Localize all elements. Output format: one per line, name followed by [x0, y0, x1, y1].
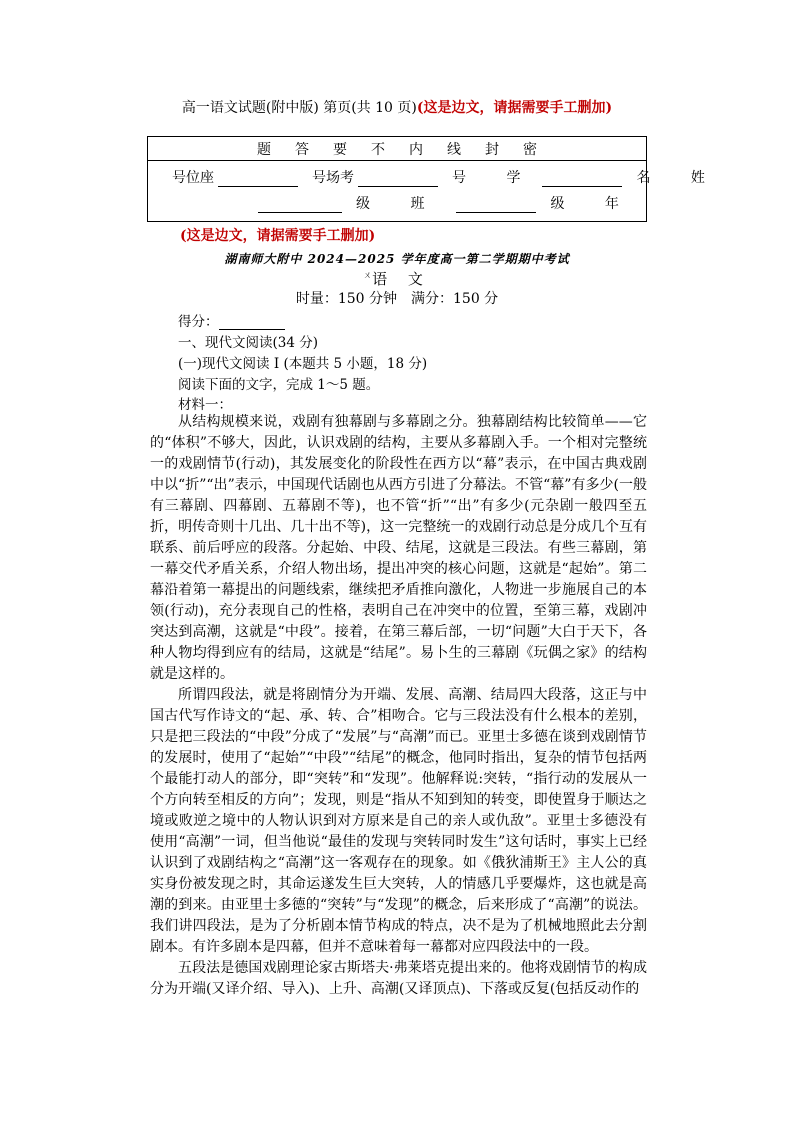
page-header: [0, 98, 794, 118]
paragraph: 五段法是德国戏剧理论家古斯塔夫·弗莱塔克提出来的。他将戏剧情节的构成分为开端(又译介绍、导入)、上升、高潮(又译顶点)、下落或反复(包括反动作的: [150, 960, 647, 997]
instruction-text: 阅读下面的文字，完成 1～5 题。: [178, 377, 380, 393]
subject-mark: ㄨ: [363, 271, 373, 281]
student-id-blank[interactable]: [542, 171, 622, 187]
seat-blank[interactable]: [218, 171, 298, 187]
binding-fields: [148, 161, 723, 221]
time-and-score-line: 时量：150 分钟 满分：150 分: [295, 291, 499, 307]
subsection-heading: (一)现代文阅读 I (本题共 5 小题，18 分): [178, 356, 428, 372]
class-label: 级 班: [356, 196, 443, 212]
subject-title: [0, 268, 794, 289]
class-blank[interactable]: [258, 197, 342, 213]
seat-label: 号位座: [172, 170, 214, 186]
room-blank[interactable]: [358, 171, 438, 187]
room-label: 号场考: [312, 170, 354, 186]
section-heading: 一、现代文阅读(34 分): [178, 335, 319, 351]
binding-warning-row: 题答要不内线封密: [148, 137, 646, 161]
paragraph: 从结构规模来说，戏剧有独幕剧与多幕剧之分。独幕剧结构比较简单——它的“体积”不够大，因此，认识戏剧的结构，主要从多幕剧入手。一个相对完整统一的戏剧情节(行动)，其发展变化的阶段性在西方以“幕”表示，在中国古典戏剧中以“折”“出”表示，中国现代话剧也从西方引进了分幕法。不管“幕”有多少(一般有三幕剧、四幕剧、五幕剧不等)，也不管“折”“出”有多少(元杂剧一般四至五折，明传奇则十几出、几十出不等)，这一完整统一的戏剧行动总是分成几个互有联系、前后呼应的段落。分起始、中段、结尾，这就是三段法。有些三幕剧，第一幕交代矛盾关系，介绍人物出场，提出冲突的核心问题，这就是“起始”。第二幕沿着第一幕提出的问题线索，继续把矛盾推向激化，人物进一步施展自己的本领(行动)，充分表现自己的性格，表明自己在冲突中的位置，至第三幕，戏剧冲突达到高潮，这就是“中段”。接着，在第三幕后部，一切“问题”大白于天下，各种人物均得到应有的结局，这就是“结尾”。易卜生的三幕剧《玩偶之家》的结构就是这样的。: [150, 414, 647, 682]
score-line: [178, 310, 285, 330]
paragraph: 所谓四段法，就是将剧情分为开端、发展、高潮、结局四大段落，这正与中国古代写作诗文的“起、承、转、合”相吻合。它与三段法没有什么根本的差别，只是把三段法的“中段”分成了“发展”与“高潮”而已。亚里士多德在谈到戏剧情节的发展时，使用了“起始”“中段”“结尾”的概念，他同时指出，复杂的情节包括两个最能打动人的部分，即“突转”和“发现”。他解释说:突转，“指行动的发展从一个方向转至相反的方向”；发现，则是“指从不知到知的转变，即使置身于顺达之境或败逆之境中的人物认识到对方原来是自己的亲人或仇敌”。亚里士多德没有使用“高潮”一词，但当他说“最佳的发现与突转同时发生”这句话时，事实上已经认识到了戏剧结构之“高潮”这一客观存在的现象。如《俄狄浦斯王》主人公的真实身份被发现之时，其命运遂发生巨大突转，人的情感几乎要爆炸，这也就是高潮的到来。由亚里士多德的“突转”与“发现”的概念，后来形成了“高潮”的说法。我们讲四段法，是为了分析剧本情节构成的特点，决不是为了机械地照此去分割剧本。有许多剧本是四幕，但并不意味着每一幕都对应四段法中的一段。: [150, 687, 647, 955]
header-text: 高一语文试题(附中版) 第页(共 10 页): [181, 100, 417, 116]
margin-red-note: (这是边文，请据需要手工删加): [180, 228, 376, 244]
binding-margin-table: [147, 136, 723, 222]
name-label: 名 姓: [636, 170, 723, 186]
score-blank[interactable]: [219, 315, 285, 330]
material-label: 材料一：: [178, 397, 232, 413]
score-label: 得分：: [178, 314, 219, 330]
exam-title: 湖南师大附中 2024—2025 学年度高一第二学期期中考试: [224, 252, 570, 266]
reading-passage: [150, 412, 647, 1000]
subject-name: 语 文: [372, 270, 431, 288]
header-red-note: (这是边文，请据需要手工删加): [416, 100, 613, 116]
binding-fields-line1: [172, 167, 723, 187]
grade-label: 级 年: [550, 196, 637, 212]
grade-blank[interactable]: [456, 197, 536, 213]
student-id-label: 号 学: [452, 170, 539, 186]
binding-fields-line2: [254, 193, 637, 213]
